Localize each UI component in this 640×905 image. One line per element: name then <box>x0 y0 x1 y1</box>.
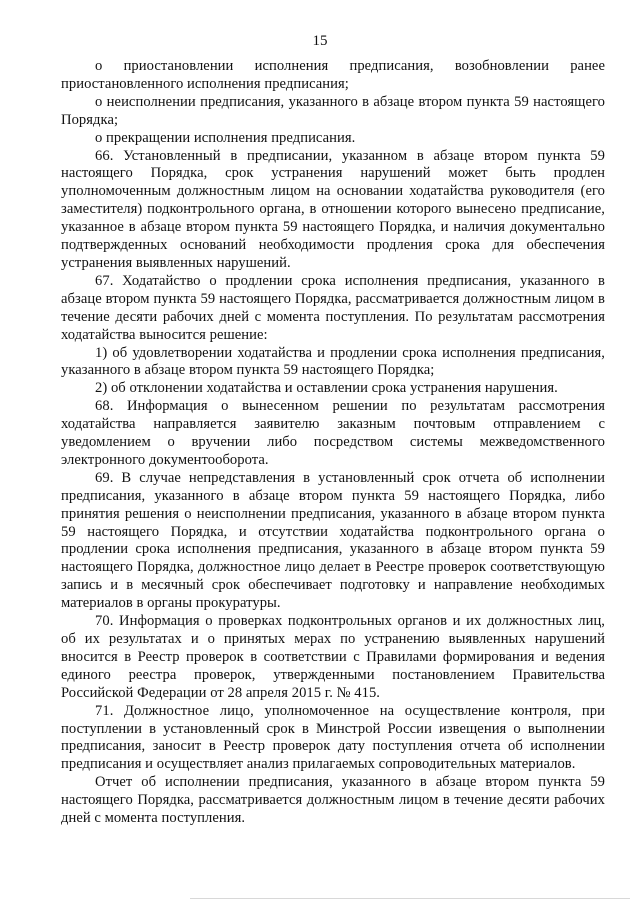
page-number: 15 <box>312 33 328 49</box>
paragraph-67-option-2: 2) об отклонении ходатайства и оставлении срока устранения нарушения. <box>95 380 558 397</box>
paragraph-termination: о прекращении исполнения предписания. <box>95 129 356 146</box>
paragraph-69: 69. В случае непредставления в установленный срок отчета об исполнении предписания, указанного в абзаце втором пункта 59 настоящего Порядка, либо принятия решения о неисполнении предписания, указанного в абзаце втором пункта 59 настоящего Порядка, и отсутствии ходатайства подконтрольного органа о продлении срока исполнения предписания, указанного в абзаце втором пункта 59 настоящего Порядка, должностное лицо делает в Реестре проверок соответствующую запись и в месячный срок обеспечивает подготовку и направление необходимых материалов в органы прокуратуры. <box>61 469 605 612</box>
paragraph-71: 71. Должностное лицо, уполномоченное на осуществление контроля, при поступлении в установленный срок в Минстрой России извещения о выполнении предписания, заносит в Реестр проверок дату поступления отчета об исполнении предписания и осуществляет анализ прилагаемых сопроводительных материалов. <box>61 702 605 773</box>
footer-scan-line <box>190 898 630 899</box>
paragraph-68: 68. Информация о вынесенном решении по результатам рассмотрения ходатайства направляется заявителю заказным почтовым отправлением с уведомлением о вручении либо посредством системы межведомственного электронного документооборота. <box>61 398 605 468</box>
paragraph-67-option-1: 1) об удовлетворении ходатайства и продлении срока исполнения предписания, указанного в абзаце втором пункта 59 настоящего Порядка; <box>61 344 605 379</box>
paragraph-70: 70. Информация о проверках подконтрольных органов и их должностных лиц, об их результатах и о принятых мерах по устранению выявленных нарушений вносится в Реестр проверок в соответствии с Правилами формирования и ведения единого реестра проверок, утвержденными постановлением Правительства Российской Федерации от 28 апреля 2015 г. № 415. <box>61 613 605 701</box>
paragraph-non-execution: о неисполнении предписания, указанного в абзаце втором пункта 59 настоящего Порядка; <box>61 93 605 128</box>
paragraph-66: 66. Установленный в предписании, указанном в абзаце втором пункта 59 настоящего Порядка, срок устранения нарушений может быть продлен уполномоченным должностным лицом на основании ходатайства руководителя (его заместителя) подконтрольного органа, в отношении которого вынесено предписание, указанное в абзаце втором пункта 59 настоящего Порядка, и наличия документально подтвержденных оснований необходимости продления срока для обеспечения устранения выявленных нарушений. <box>61 147 605 271</box>
paragraph-report-review: Отчет об исполнении предписания, указанного в абзаце втором пункта 59 настоящего Порядка, рассматривается должностным лицом в течение десяти рабочих дней с момента поступления. <box>61 774 605 827</box>
paragraph-suspension-resumption: о приостановлении исполнения предписания, возобновлении ранее приостановленного исполнения предписания; <box>61 58 605 92</box>
paragraph-67: 67. Ходатайство о продлении срока исполнения предписания, указанного в абзаце втором пункта 59 настоящего Порядка, рассматривается должностным лицом в течение десяти рабочих дней с момента поступления. По результатам рассмотрения ходатайства выносится решение: <box>61 272 605 343</box>
document-body <box>61 58 605 828</box>
